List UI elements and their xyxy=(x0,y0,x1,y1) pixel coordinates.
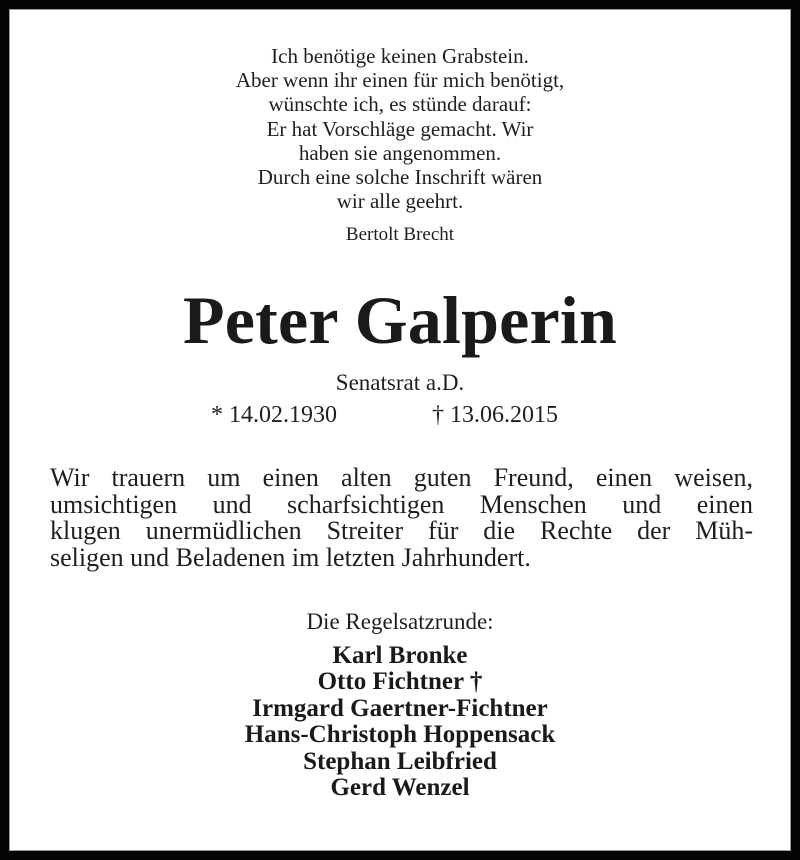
mourner-name: Stephan Leibfried xyxy=(303,747,497,775)
mourner-name: Gerd Wenzel xyxy=(330,774,470,802)
birth-date: * 14.02.1930 xyxy=(211,402,337,428)
tribute-line: seligen und Beladenen im letzten Jahrhundert. xyxy=(50,543,531,573)
poem-line: wir alle geehrt. xyxy=(336,189,464,214)
poem-line: wünschte ich, es stünde darauf: xyxy=(268,92,532,117)
poem-line: Aber wenn ihr einen für mich benötigt, xyxy=(235,68,565,93)
poem-line: Durch eine solche Inschrift wären xyxy=(257,165,543,190)
poem-attribution: Bertolt Brecht xyxy=(345,224,455,245)
mourners-list xyxy=(0,643,800,801)
tribute-paragraph xyxy=(50,465,753,572)
life-dates xyxy=(0,399,800,432)
tribute-line: umsichtigen und scharfsichtigen Menschen und einen xyxy=(50,489,753,519)
death-date: † 13.06.2015 xyxy=(432,402,558,428)
mourners-group-label: Die Regelsatzrunde: xyxy=(306,609,494,634)
mourner-name: Otto Fichtner † xyxy=(317,668,483,696)
mourner-name: Irmgard Gaertner-Fichtner xyxy=(252,694,548,722)
mourner-name: Karl Bronke xyxy=(332,642,468,669)
poem-line: Er hat Vorschläge gemacht. Wir xyxy=(266,116,534,141)
poem-line: haben sie angenommen. xyxy=(298,140,502,165)
deceased-name: Peter Galperin xyxy=(183,282,617,358)
tribute-line: Wir trauern um einen alten guten Freund, einen weisen, xyxy=(50,463,753,492)
poem-line: Ich benötige keinen Grabstein. xyxy=(271,44,529,68)
epitaph-poem xyxy=(0,44,800,213)
tribute-line: klugen unermüdlichen Streiter für die Rechte der Müh- xyxy=(50,516,753,546)
mourner-name: Hans-Christoph Hoppensack xyxy=(244,721,556,749)
deceased-title: Senatsrat a.D. xyxy=(335,370,465,395)
